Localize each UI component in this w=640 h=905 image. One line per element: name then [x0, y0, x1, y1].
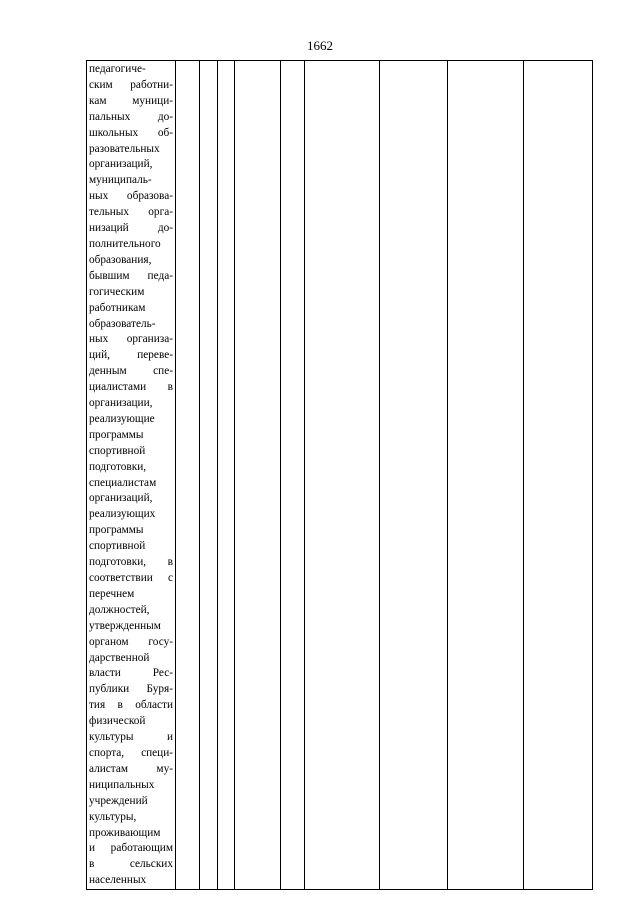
- text-line: образователь-: [89, 317, 156, 330]
- text-line: ским работни-: [89, 78, 173, 91]
- text-line: в сельских: [89, 858, 173, 871]
- table-cell: [305, 61, 380, 890]
- text-line: перечнем: [89, 587, 135, 600]
- text-line: подготовки, в: [89, 556, 173, 569]
- text-line: утвержденным: [89, 619, 161, 632]
- text-line: соответствии с: [89, 572, 173, 584]
- text-line: реализующих: [89, 508, 156, 521]
- text-line: учреждений: [89, 794, 148, 807]
- text-line: ных образова-: [89, 190, 173, 203]
- text-line: физической: [89, 715, 146, 728]
- text-line: и работающим: [89, 842, 173, 855]
- text-line: культуры,: [89, 810, 137, 823]
- text-line: публики Буря-: [89, 683, 173, 696]
- text-line: школьных об-: [89, 126, 173, 139]
- text-line: денным спе-: [89, 365, 173, 378]
- text-line: циалистами в: [89, 381, 173, 394]
- page-number: 1662: [307, 38, 333, 53]
- table-cell: [448, 61, 524, 890]
- recipient-category-text: [87, 61, 175, 889]
- text-line: бывшим педа-: [89, 269, 173, 282]
- text-line: ниципальных: [89, 778, 155, 791]
- text-line: тия в области: [89, 699, 173, 712]
- text-line: органом госу-: [89, 635, 173, 648]
- text-line: программы: [89, 524, 144, 537]
- text-line: подготовки,: [89, 460, 147, 473]
- text-line: власти Рес-: [89, 667, 173, 680]
- table-cell: [281, 61, 305, 890]
- text-line: пальных до-: [89, 110, 173, 123]
- table-cell: [218, 61, 235, 890]
- text-line: педагогиче-: [89, 63, 146, 75]
- text-line: проживающим: [89, 826, 161, 839]
- text-line: специалистам: [89, 476, 157, 489]
- text-line: дарственной: [89, 651, 150, 664]
- recipient-category-cell: [87, 61, 176, 890]
- text-line: низаций до-: [89, 222, 173, 235]
- table-cell: [380, 61, 448, 890]
- text-line: разовательных: [89, 142, 160, 155]
- text-line: спортивной: [89, 444, 146, 457]
- document-table: [86, 60, 593, 890]
- text-line: населенных: [89, 874, 147, 887]
- text-line: образования,: [89, 253, 152, 266]
- table-cell: [176, 61, 200, 890]
- text-line: культуры и: [89, 731, 173, 744]
- text-line: спорта, специ-: [89, 746, 173, 759]
- table-row: [87, 61, 593, 890]
- text-line: работникам: [89, 301, 146, 314]
- text-line: гогическим: [89, 285, 145, 298]
- table-cell: [200, 61, 218, 890]
- text-line: полнительного: [89, 237, 161, 250]
- text-line: организации,: [89, 397, 153, 410]
- table-cell: [235, 61, 281, 890]
- text-line: ций, переве-: [89, 349, 173, 362]
- text-line: тельных орга-: [89, 206, 173, 219]
- text-line: муниципаль-: [89, 174, 152, 187]
- text-line: должностей,: [89, 603, 150, 616]
- text-line: организаций,: [89, 158, 153, 171]
- text-line: программы: [89, 428, 144, 441]
- text-line: спортивной: [89, 540, 146, 553]
- table-cell: [524, 61, 593, 890]
- text-line: кам муници-: [89, 94, 173, 107]
- text-line: ных организа-: [89, 333, 173, 346]
- text-line: алистам му-: [89, 762, 173, 775]
- text-line: реализующие: [89, 412, 155, 425]
- text-line: организаций,: [89, 492, 153, 505]
